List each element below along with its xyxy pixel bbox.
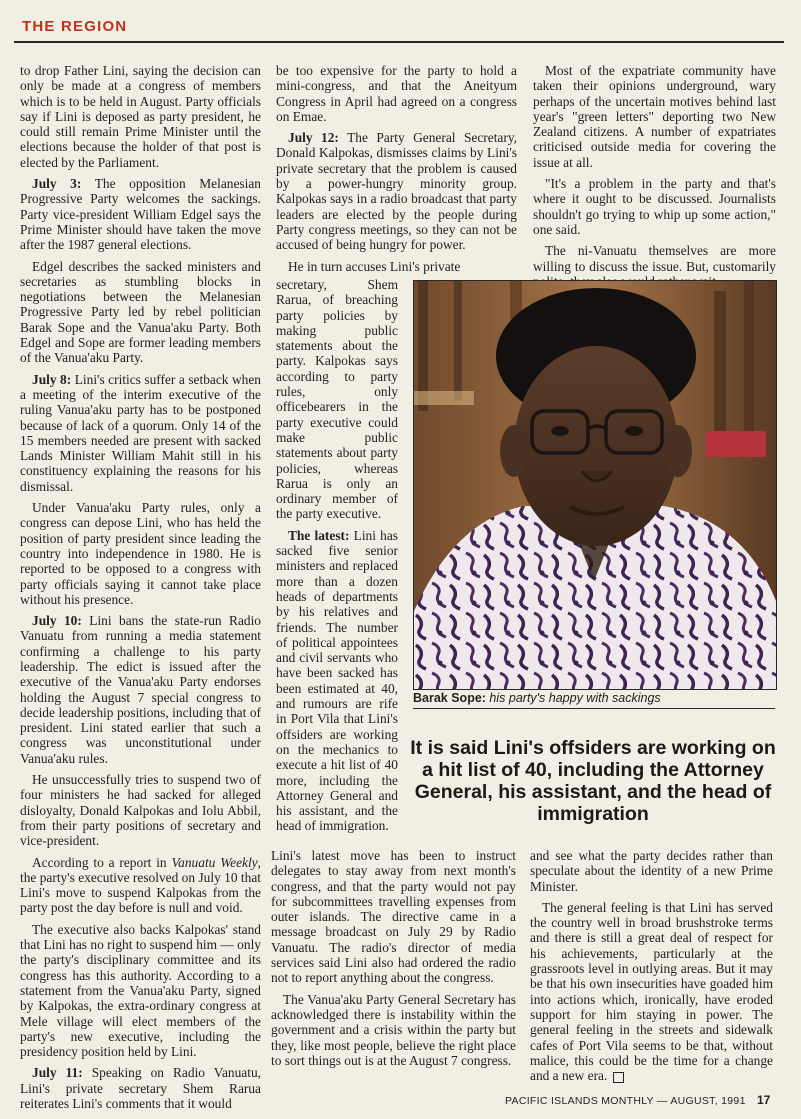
date-label: July 8: — [32, 371, 72, 387]
paragraph-text: Lini has sacked five senior ministers and replaced more than a dozen heads of departments by his relatives and friends. The number of political appointees and civil servants who have been sacked has been estimated at 40, and rumours are rife in Port Vila that Lini's offsiders are working on the mechanics to execute a hit list of 40 more, including the Attorney General and his assistant, and the head of immigration. — [276, 527, 398, 834]
caption-name: Barak Sope: — [413, 691, 486, 705]
paragraph: Edgel describes the sacked ministers and secretaries as stumbling blocks in negotiations between the Melanesian Progressive Party led by rebel politician Barak Sope and the Vanua'aku Party. Both Edgel and Sope are former leading members of the Vanua'aku Party. — [20, 258, 261, 366]
pull-quote: It is said Lini's offsiders are working on a hit list of 40, including the Attorney General, his assistant, and the head of immigration — [410, 737, 776, 825]
paragraph: to drop Father Lini, saying the decision can only be made at a congress of members which is to be held in August. Party officials say if Lini is deposed as party president, he could still remain Prime Minister until the elections because the holder of that post is elected by the Parliament. — [20, 63, 261, 170]
section-heading: THE REGION — [22, 18, 128, 35]
paragraph: "It's a problem in the party and that's where it ought to be discussed. Journalists shouldn't go trying to whip up some action," one said. — [533, 176, 776, 237]
paragraph: secretary, Shem Rarua, of breaching party policies by making public statements about the party. Kalpokas says according to party rules, only officebearers in the party executive could make public statements about party policies, whereas Rarua is only an ordinary member of the party executive. — [276, 277, 398, 522]
article-column-1 — [20, 63, 261, 1117]
paragraph-text: The opposition Melanesian Progressive Party welcomes the sackings. Party vice-president William Edgel says the Prime Minister should have taken the move after the 1987 general elections. — [20, 176, 261, 253]
caption-rule — [413, 708, 775, 709]
paragraph-text: Lini's critics suffer a setback when a meeting of the interim executive of the ruling Vanua'aku party has to be postponed because of lack of a quorum. Only 14 of the 15 members needed are present with sacked Lands Minister William Mahit still in his constituency explaining the reasons for his dismissal. — [20, 371, 261, 494]
page-number: 17 — [757, 1093, 771, 1107]
date-label: July 12: — [288, 130, 339, 146]
paragraph: Under Vanua'aku Party rules, only a congress can depose Lini, who has held the position of party president since leading the country into independence in 1980. He is reported to be opposed to a congress with party officials saying it cannot take place without his presence. — [20, 500, 261, 607]
paragraph: The executive also backs Kalpokas' stand that Lini has no right to suspend him — only the party's disciplinary committee and its congress has this authority. According to a statement from the Vanua'aku Party, signed by Kalpokas, the extra-ordinary congress at Mele village will elect members of the party's new executive, including the presidency position held by Lini. — [20, 921, 261, 1060]
portrait-photo — [413, 280, 777, 690]
footer-publication: PACIFIC ISLANDS MONTHLY — AUGUST, 1991 — [505, 1095, 746, 1107]
article-column-3-lower — [530, 848, 773, 1089]
photo-caption — [413, 691, 775, 705]
paragraph: The Vanua'aku Party General Secretary has acknowledged there is instability within the government and a crisis within the party but they, like most people, believe the right place to sort things out is at the August 7 congress. — [271, 991, 516, 1068]
paragraph: Most of the expatriate community have taken their opinions underground, wary perhaps of the uncertain motives behind last year's "green letters" deporting two New Zealand citizens. A number of expatriates criticised outside media for covering the issue at all. — [533, 63, 776, 170]
article-column-2-lower — [271, 848, 516, 1074]
end-of-article-mark — [613, 1072, 624, 1083]
caption-text: his party's happy with sackings — [485, 691, 661, 705]
paragraph-text: , the party's executive resolved on July 10 that Lini's move to suspend Kalpokas from the party post the day before is null and void. — [20, 854, 261, 916]
paragraph: Lini's latest move has been to instruct delegates to stay away from next month's congress, and that the party would not pay for subcommittees travelling expenses from outer islands. The directive came in a message broadcast on July 29 by Radio Vanuatu. The radio's director of media services said Lini also had ordered the radio not to report anything about the congress. — [271, 848, 516, 986]
paragraph: The ni-Vanuatu themselves are more willing to discuss the issue. But, customarily — [533, 243, 776, 274]
paragraph-text: Speaking on Radio Vanuatu, Lini's private secretary Shem Rarua reiterates Lini's comments that it would — [20, 1065, 261, 1111]
date-label: July 10: — [32, 613, 82, 629]
paragraph-text: The Party General Secretary, Donald Kalpokas, dismisses claims by Lini's private secretary that the problem is caused by a power-hungry minority group. Kalpokas says in a radio broadcast that party leaders are elected by the people during Party congress meetings, so they can not be accused of being hungry for power. — [276, 130, 517, 253]
date-label: July 11: — [32, 1065, 83, 1081]
publication-title: Vanuatu Weekly — [171, 854, 258, 870]
article-column-2 — [276, 63, 517, 280]
subhead-label: The latest: — [288, 527, 350, 543]
header-rule — [14, 41, 784, 43]
paragraph: and see what the party decides rather than speculate about the identity of a new Prime Minister. — [530, 848, 773, 894]
article-narrow-column — [276, 277, 398, 840]
paragraph: He in turn accuses Lini's private — [288, 258, 461, 274]
paragraph: He unsuccessfully tries to suspend two of four ministers he had sacked for alleged disloyalty, Donald Kalpokas and Iolu Abbil, from their party positions of secretary and vice-president. — [20, 772, 261, 849]
paragraph-text: The general feeling is that Lini has served the country well in broad brushstroke terms and there is still a great deal of respect for his achievements, particularly at the grassroots level in outlying areas. But it may be that his own insecurities have goaded him into actions which, ironically, have eroded support for him staying in power. The general feeling in the streets and sidewalk cafes of Port Vila seems to be that, without malice, this could be the time for a change and a new era. — [530, 899, 773, 1084]
date-label: July 3: — [32, 176, 82, 192]
paragraph-text: According to a report in — [32, 854, 172, 870]
paragraph: be too expensive for the party to hold a mini-congress, and that the Aneityum Congress in April had agreed on a congress on Emae. — [276, 63, 517, 124]
paragraph-text: Lini bans the state-run Radio Vanuatu from running a media statement confirming a challenge to his party leadership. The edict is issued after the executive of the Vanua'aku Party endorses holding the August 7 special congress to decide leadership positions, including that of president. Lini stated earlier that such a congress was unconstitutional under Vanua'aku rules. — [20, 613, 261, 766]
article-column-3 — [533, 63, 776, 295]
